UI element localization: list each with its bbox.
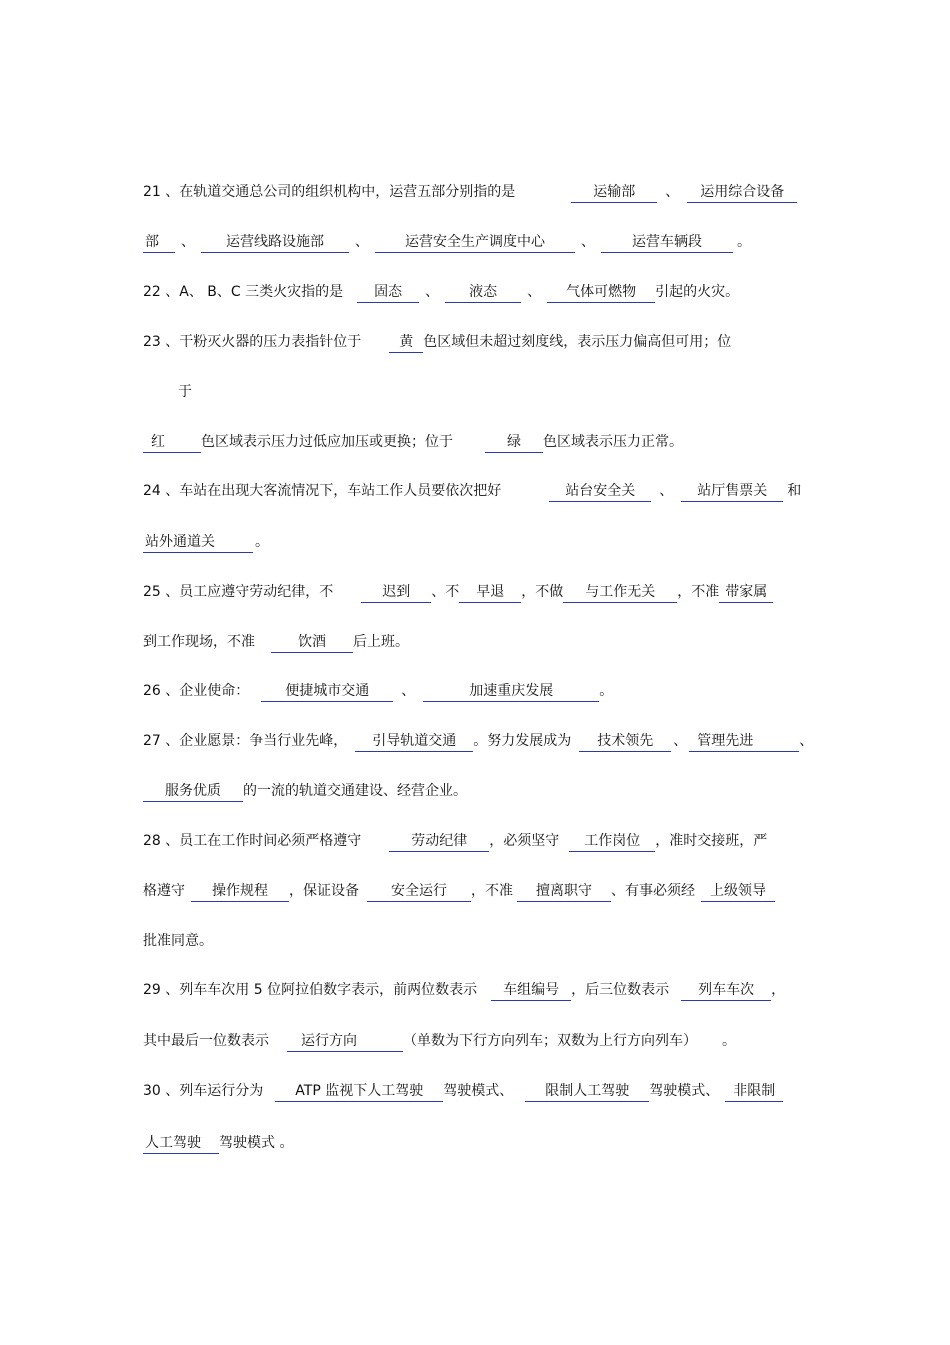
q26-end: 。 — [599, 683, 614, 699]
q29-sep-2: ， — [771, 982, 786, 998]
q21-answer-2-cont: 部 — [143, 232, 175, 253]
q29-prefix: 29 、列车车次用 5 位阿拉伯数字表示，前两位数表示 — [143, 982, 478, 998]
q21-answer-3: 运营线路设施部 — [201, 232, 349, 253]
q30-sep-1: 驾驶模式、 — [443, 1083, 514, 1099]
q28-sep-1: ，必须坚守 — [489, 833, 560, 849]
q23-suffix: 色区域表示压力正常。 — [543, 434, 683, 450]
q24-line1 — [143, 480, 801, 502]
q21-sep-1: 、 — [665, 184, 680, 200]
q30-line2 — [143, 1132, 293, 1154]
q25-suffix: 后上班。 — [353, 634, 409, 650]
q27-answer-2: 技术领先 — [579, 731, 671, 752]
q22-prefix: 22 、A、 B、C 三类火灾指的是 — [143, 284, 344, 300]
q28-sep-3: ，保证设备 — [289, 883, 359, 899]
q25-prefix-2: 到工作现场，不准 — [143, 634, 255, 650]
q23-mid-2: 色区域表示压力过低应加压或更换；位于 — [201, 434, 453, 450]
q26-sep-1: 、 — [401, 683, 416, 699]
q21-answer-2: 运用综合设备 — [687, 182, 797, 203]
q25-answer-1: 迟到 — [361, 582, 431, 603]
q25-answer-5: 饮酒 — [271, 632, 353, 653]
q26-answer-1: 便捷城市交通 — [261, 681, 393, 702]
q27-sep-1: 、 — [673, 733, 688, 749]
q27-line1 — [143, 730, 813, 752]
q29-note: （单数为下行方向列车；双数为上行方向列车） — [403, 1033, 690, 1049]
q22-suffix: 引起的火灾。 — [655, 284, 740, 300]
q28-prefix: 28 、员工在工作时间必须严格遵守 — [143, 833, 362, 849]
q28-line3 — [143, 930, 213, 952]
q28-answer-3: 操作规程 — [191, 881, 289, 902]
q22-answer-3: 气体可燃物 — [547, 282, 655, 303]
q23-answer-1: 黄 — [389, 332, 423, 353]
q25-answer-3: 与工作无关 — [563, 582, 677, 603]
q23-answer-3: 绿 — [485, 432, 543, 453]
q30-answer-3-cont: 人工驾驶 — [143, 1133, 219, 1154]
q22-line — [143, 281, 739, 303]
q28-sep-5: 、有事必须经 — [611, 883, 695, 899]
q21-prefix: 21 、在轨道交通总公司的组织机构中，运营五部分别指的是 — [143, 184, 516, 200]
q26-prefix: 26 、企业使命： — [143, 683, 250, 699]
q25-answer-4: 带家属 — [719, 582, 773, 603]
q30-line1 — [143, 1080, 783, 1102]
q23-line2 — [178, 381, 192, 403]
q23-wrap-text: 于 — [178, 384, 192, 400]
q24-prefix: 24 、车站在出现大客流情况下，车站工作人员要依次把好 — [143, 483, 502, 499]
q30-sep-2: 驾驶模式、 — [649, 1083, 720, 1099]
q24-end: 。 — [255, 534, 269, 550]
q29-line2 — [143, 1030, 736, 1052]
q29-answer-2: 列车车次 — [681, 980, 771, 1001]
q21-answer-1: 运输部 — [571, 182, 657, 203]
q27-prefix: 27 、企业愿景：争当行业先峰， — [143, 733, 348, 749]
q28-answer-1: 劳动纪律 — [389, 831, 489, 852]
q27-line2 — [143, 780, 467, 802]
q24-sep-2: 和 — [787, 483, 802, 499]
q28-line2 — [143, 880, 775, 902]
q27-answer-4: 服务优质 — [143, 781, 243, 802]
q25-line2 — [143, 631, 409, 653]
q23-line1 — [143, 331, 731, 353]
q30-prefix: 30 、列车运行分为 — [143, 1083, 264, 1099]
q28-line1 — [143, 830, 767, 852]
q28-answer-2: 工作岗位 — [569, 831, 655, 852]
q22-answer-1: 固态 — [357, 282, 419, 303]
q30-suffix: 驾驶模式 。 — [219, 1135, 294, 1151]
q22-answer-2: 液态 — [445, 282, 521, 303]
q22-sep-2: 、 — [527, 284, 542, 300]
q24-answer-3: 站外通道关 — [143, 532, 253, 553]
q29-end: 。 — [722, 1033, 736, 1049]
q30-answer-2: 限制人工驾驶 — [525, 1081, 649, 1102]
q24-line2 — [143, 531, 269, 553]
q26-line — [143, 680, 613, 702]
q24-answer-1: 站台安全关 — [549, 481, 651, 502]
q25-answer-2: 早退 — [459, 582, 521, 603]
q28-answer-4: 安全运行 — [367, 881, 471, 902]
q21-answer-5: 运营车辆段 — [601, 232, 733, 253]
q23-answer-2: 红 — [143, 432, 201, 453]
q22-sep-1: 、 — [425, 284, 440, 300]
q26-answer-2: 加速重庆发展 — [423, 681, 599, 702]
q27-answer-3: 管理先进 — [689, 731, 799, 752]
q27-mid: 。努力发展成为 — [473, 733, 572, 749]
q28-answer-5: 擅离职守 — [517, 881, 611, 902]
q23-line3 — [143, 431, 683, 453]
q23-prefix: 23 、干粉灭火器的压力表指针位于 — [143, 334, 362, 350]
q27-answer-1: 引导轨道交通 — [355, 731, 473, 752]
q27-suffix: 的一流的轨道交通建设、经营企业。 — [243, 783, 467, 799]
q28-sep-2: ，准时交接班，严 — [655, 833, 768, 849]
q29-sep-1: ，后三位数表示 — [571, 982, 670, 998]
q25-sep-1: 、不 — [431, 584, 460, 600]
q23-mid: 色区域但未超过刻度线，表示压力偏高但可用；位 — [423, 334, 732, 350]
q30-answer-3: 非限制 — [725, 1081, 783, 1102]
q21-line1 — [143, 181, 797, 203]
q21-sep-2: 、 — [181, 234, 195, 250]
q28-prefix-2: 格遵守 — [143, 883, 185, 899]
q21-end: 。 — [737, 234, 751, 250]
q25-prefix: 25 、员工应遵守劳动纪律，不 — [143, 584, 334, 600]
q30-answer-1: ATP 监视下人工驾驶 — [275, 1081, 443, 1102]
q21-line2 — [143, 231, 751, 253]
q25-sep-3: ，不准 — [677, 584, 720, 600]
q24-answer-2: 站厅售票关 — [681, 481, 783, 502]
q21-sep-3: 、 — [355, 234, 369, 250]
q29-line1 — [143, 979, 785, 1001]
q25-line1 — [143, 581, 773, 603]
q24-sep-1: 、 — [659, 483, 674, 499]
q29-answer-1: 车组编号 — [491, 980, 571, 1001]
q28-answer-6: 上级领导 — [701, 881, 775, 902]
q21-sep-4: 、 — [581, 234, 595, 250]
q25-sep-2: ，不做 — [521, 584, 564, 600]
q27-sep-2: 、 — [799, 733, 814, 749]
q29-answer-3: 运行方向 — [287, 1031, 403, 1052]
q28-sep-4: ，不准 — [471, 883, 513, 899]
q29-prefix-2: 其中最后一位数表示 — [143, 1033, 269, 1049]
q21-answer-4: 运营安全生产调度中心 — [375, 232, 575, 253]
q28-end-text: 批准同意。 — [143, 933, 213, 949]
